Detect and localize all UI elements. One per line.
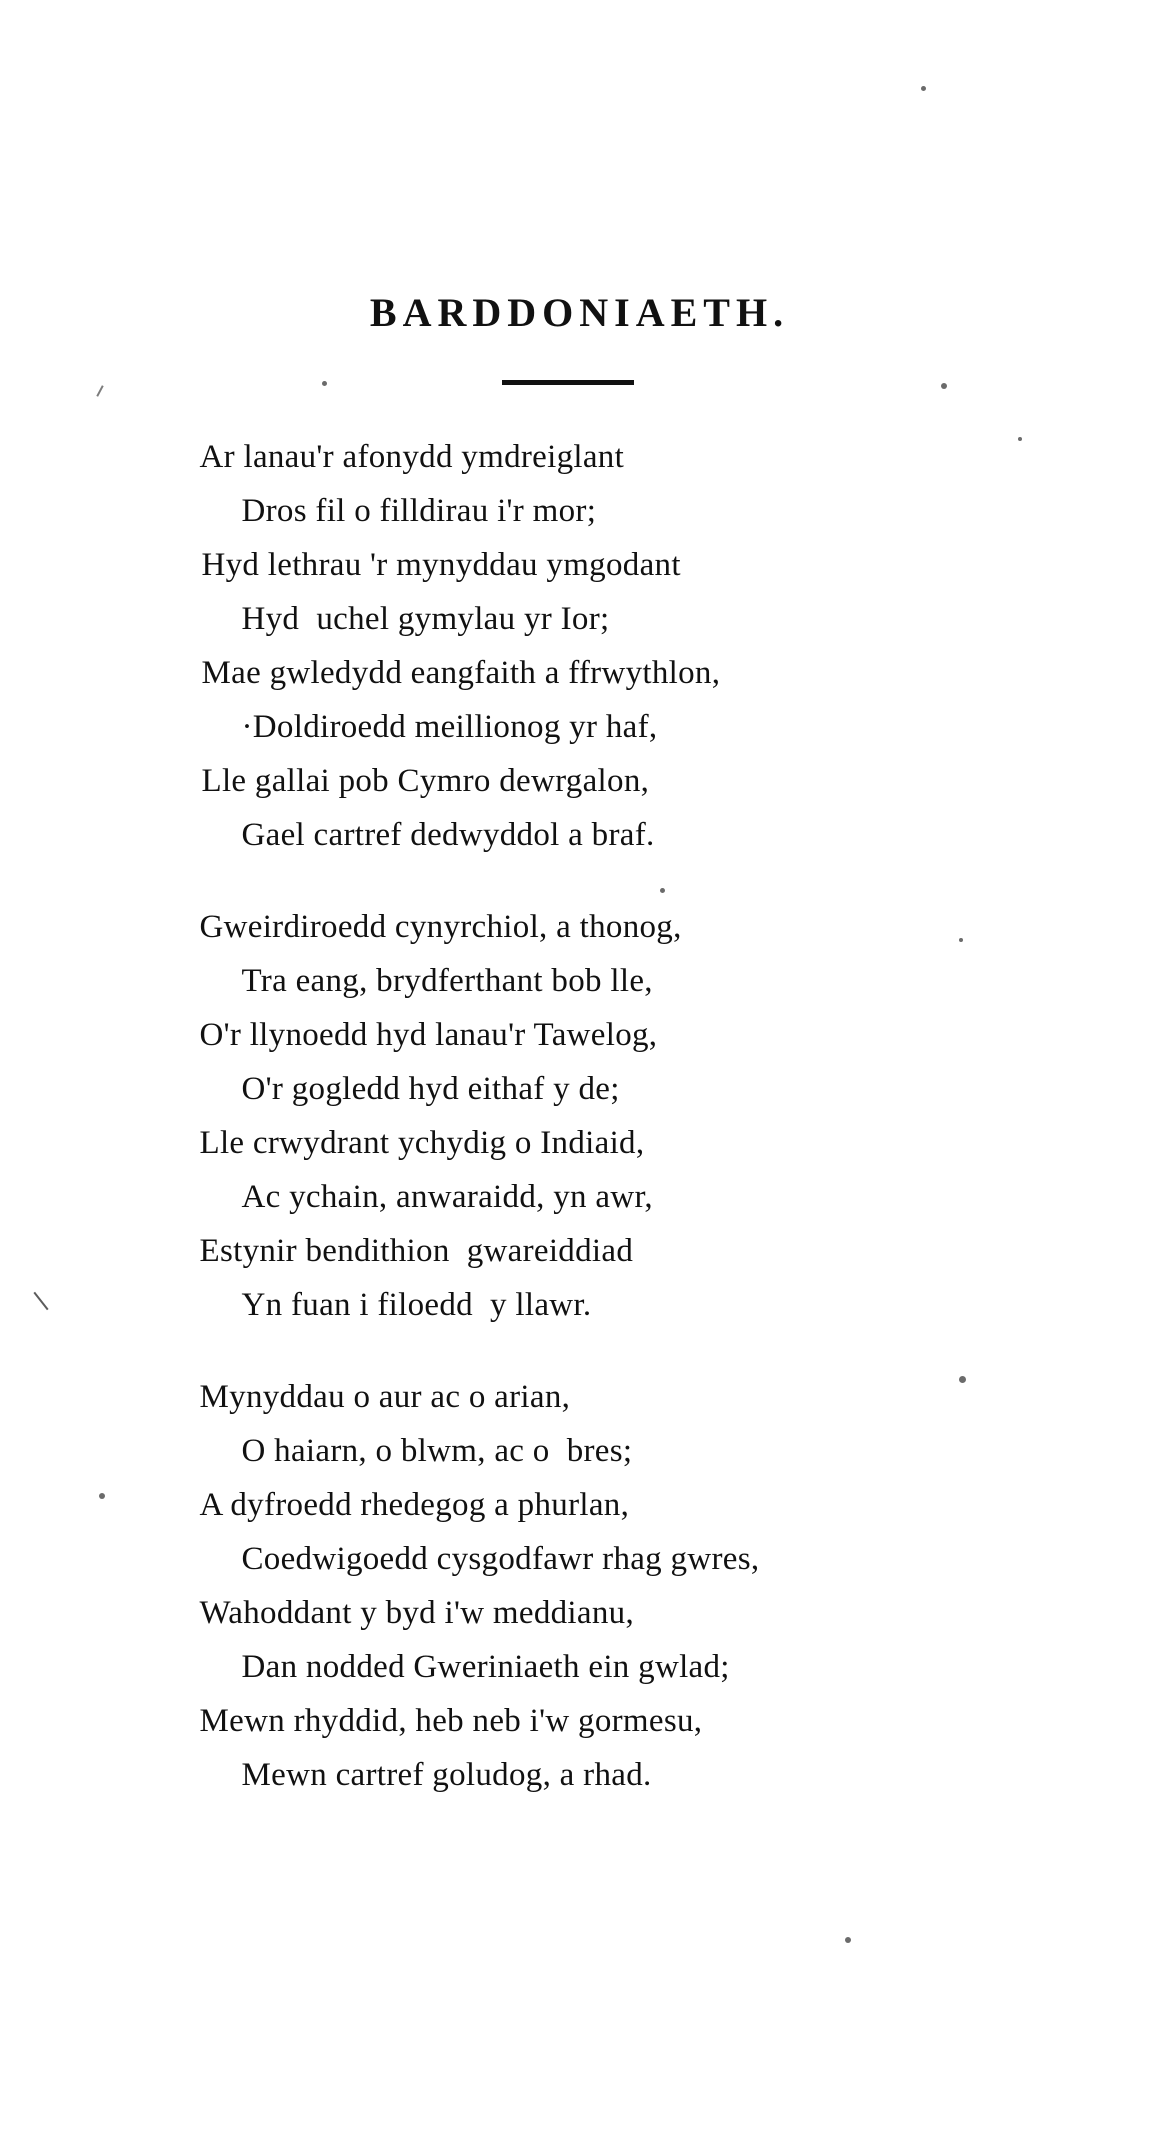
- poem-line: Wahoddant y byd i'w meddianu,: [199, 1595, 634, 1631]
- poem-line: Ar lanau'r afonydd ymdreiglant: [199, 439, 625, 475]
- poem-line: Mynyddau o aur ac o arian,: [199, 1379, 571, 1415]
- poem-line: O haiarn, o blwm, ac o bres;: [241, 1433, 633, 1469]
- scan-speck: [845, 1937, 851, 1943]
- poem-line: Ac ychain, anwaraidd, yn awr,: [241, 1179, 653, 1215]
- scan-speck: [99, 1493, 105, 1499]
- stanza: [200, 430, 960, 862]
- scan-speck: [941, 383, 947, 389]
- poem-line: Mewn cartref goludog, a rhad.: [241, 1757, 652, 1793]
- scan-speck: [1018, 437, 1022, 441]
- poem-line: Mewn rhyddid, heb neb i'w gormesu,: [199, 1703, 703, 1739]
- poem-line: Gweirdiroedd cynyrchiol, a thonog,: [199, 909, 682, 945]
- scan-speck: [959, 938, 963, 942]
- scan-mark: [96, 385, 103, 397]
- title-divider: [502, 380, 634, 385]
- poem-line: O'r llynoedd hyd lanau'r Tawelog,: [199, 1017, 658, 1053]
- poem-lines-block: [200, 430, 960, 1802]
- poem-line: Estynir bendithion gwareiddiad: [199, 1233, 634, 1269]
- poem-line: Mae gwledydd eangfaith a ffrwythlon,: [201, 655, 721, 691]
- poem-line: Dros fil o filldirau i'r mor;: [241, 493, 597, 529]
- poem-line: Dan nodded Gweriniaeth ein gwlad;: [241, 1649, 730, 1685]
- poem-line: Lle crwydrant ychydig o Indiaid,: [199, 1125, 645, 1161]
- stanza: [200, 1370, 960, 1802]
- page-title: BARDDONIAETH.: [369, 289, 790, 335]
- poem-line: ·Doldiroedd meillionog yr haf,: [241, 709, 658, 745]
- poem-body: [0, 430, 1159, 1840]
- scan-speck: [322, 381, 327, 386]
- scan-speck: [660, 888, 665, 893]
- poem-line: Hyd uchel gymylau yr Ior;: [241, 601, 610, 637]
- scan-speck: [959, 1376, 966, 1383]
- poem-line: Yn fuan i filoedd y llawr.: [241, 1287, 592, 1323]
- poem-line: Tra eang, brydferthant bob lle,: [241, 963, 653, 999]
- poem-line: Coedwigoedd cysgodfawr rhag gwres,: [241, 1541, 760, 1577]
- stanza: [200, 900, 960, 1332]
- poem-line: A dyfroedd rhedegog a phurlan,: [199, 1487, 630, 1523]
- scan-speck: [921, 86, 926, 91]
- poem-line: Lle gallai pob Cymro dewrgalon,: [201, 763, 650, 799]
- poem-line: O'r gogledd hyd eithaf y de;: [241, 1071, 620, 1107]
- poem-line: Hyd lethrau 'r mynyddau ymgodant: [201, 547, 681, 583]
- poem-line: Gael cartref dedwyddol a braf.: [241, 817, 655, 853]
